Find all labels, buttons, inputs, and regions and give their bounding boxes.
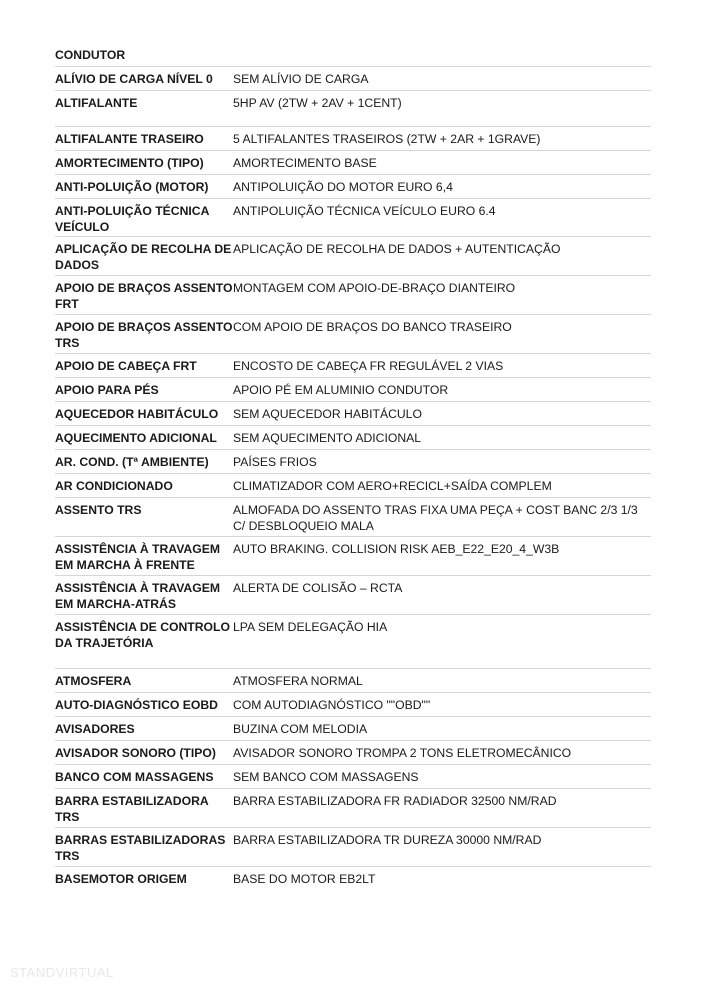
spec-row: [55, 175, 651, 199]
spec-row: [55, 276, 651, 315]
spec-label: AVISADORES: [55, 722, 135, 736]
spec-label: ASSISTÊNCIA DE CONTROLO DA TRAJETÓRIA: [55, 620, 230, 650]
spec-value: MONTAGEM COM APOIO-DE-BRAÇO DIANTEIRO: [233, 281, 516, 295]
spec-value: ATMOSFERA NORMAL: [233, 674, 363, 688]
spec-value: SEM ALÍVIO DE CARGA: [233, 72, 369, 86]
spec-label: APOIO PARA PÉS: [55, 383, 159, 397]
spec-label: AMORTECIMENTO (TIPO): [55, 156, 204, 170]
spec-value: AUTO BRAKING. COLLISION RISK AEB_E22_E20_4_W3B: [233, 542, 560, 556]
spec-label: AUTO-DIAGNÓSTICO EOBD: [55, 698, 218, 712]
spec-label: APOIO DE CABEÇA FRT: [55, 359, 197, 373]
spec-label: BANCO COM MASSAGENS: [55, 770, 214, 784]
spec-value: ALERTA DE COLISÃO – RCTA: [233, 581, 403, 595]
spec-label: BASEMOTOR ORIGEM: [55, 872, 187, 886]
spec-row: [55, 474, 651, 498]
spec-value: ALMOFADA DO ASSENTO TRAS FIXA UMA PEÇA + COST BANC 2/3 1/3 C/ DESBLOQUEIO MALA: [233, 503, 638, 533]
spec-value: LPA SEM DELEGAÇÃO HIA: [233, 620, 388, 634]
spec-value: BASE DO MOTOR EB2LT: [233, 872, 376, 886]
spec-row: [55, 426, 651, 450]
spec-label: ASSISTÊNCIA À TRAVAGEM EM MARCHA-ATRÁS: [55, 581, 220, 611]
spec-label: ANTI-POLUIÇÃO TÉCNICA VEÍCULO: [55, 204, 209, 234]
spec-sheet: [55, 43, 651, 891]
spec-label: AR CONDICIONADO: [55, 479, 173, 493]
spec-rows: [55, 67, 651, 891]
spec-row: [55, 378, 651, 402]
spec-label: ALTIFALANTE: [55, 96, 138, 110]
spec-row: [55, 615, 651, 669]
spec-value: BARRA ESTABILIZADORA FR RADIADOR 32500 NM/RAD: [233, 794, 557, 808]
spec-value: 5 ALTIFALANTES TRASEIROS (2TW + 2AR + 1GRAVE): [233, 132, 541, 146]
spec-label: ALTIFALANTE TRASEIRO: [55, 132, 204, 146]
spec-label: ALÍVIO DE CARGA NÍVEL 0: [55, 72, 213, 86]
spec-label: AQUECEDOR HABITÁCULO: [55, 407, 219, 421]
spec-label: APOIO DE BRAÇOS ASSENTO FRT: [55, 281, 233, 311]
spec-row: [55, 237, 651, 276]
spec-row: [55, 151, 651, 175]
spec-row: [55, 537, 651, 576]
section-title-value: [233, 48, 651, 51]
spec-value: ANTIPOLUIÇÃO DO MOTOR EURO 6,4: [233, 180, 453, 194]
spec-row: [55, 67, 651, 91]
section-title: CONDUTOR: [55, 48, 126, 62]
spec-row: [55, 789, 651, 828]
spec-row: [55, 127, 651, 151]
spec-row: [55, 717, 651, 741]
spec-row: [55, 669, 651, 693]
spec-value: AVISADOR SONORO TROMPA 2 TONS ELETROMECÂNICO: [233, 746, 572, 760]
spec-label: AVISADOR SONORO (TIPO): [55, 746, 216, 760]
spec-value: BUZINA COM MELODIA: [233, 722, 368, 736]
spec-value: APLICAÇÃO DE RECOLHA DE DADOS + AUTENTICAÇÃO: [233, 242, 561, 256]
spec-row: [55, 828, 651, 867]
spec-value: ANTIPOLUIÇÃO TÉCNICA VEÍCULO EURO 6.4: [233, 204, 496, 218]
spec-label: BARRA ESTABILIZADORA TRS: [55, 794, 209, 824]
spec-row: [55, 354, 651, 378]
spec-label: ASSENTO TRS: [55, 503, 142, 517]
section-header-row: [55, 43, 651, 67]
spec-label: AR. COND. (Tª AMBIENTE): [55, 455, 209, 469]
spec-row: [55, 315, 651, 354]
spec-row: [55, 402, 651, 426]
spec-value: SEM BANCO COM MASSAGENS: [233, 770, 419, 784]
spec-row: [55, 867, 651, 891]
spec-value: SEM AQUECIMENTO ADICIONAL: [233, 431, 422, 445]
spec-value: CLIMATIZADOR COM AERO+RECICL+SAÍDA COMPLEM: [233, 479, 552, 493]
spec-label: ATMOSFERA: [55, 674, 132, 688]
spec-row: [55, 450, 651, 474]
spec-row: [55, 576, 651, 615]
spec-row: [55, 693, 651, 717]
spec-label: APLICAÇÃO DE RECOLHA DE DADOS: [55, 242, 232, 272]
spec-value: COM AUTODIAGNÓSTICO ""OBD"": [233, 698, 431, 712]
spec-row: [55, 741, 651, 765]
spec-label: ANTI-POLUIÇÃO (MOTOR): [55, 180, 209, 194]
spec-label: APOIO DE BRAÇOS ASSENTO TRS: [55, 320, 233, 350]
spec-value: BARRA ESTABILIZADORA TR DUREZA 30000 NM/RAD: [233, 833, 542, 847]
spec-row: [55, 498, 651, 537]
spec-value: COM APOIO DE BRAÇOS DO BANCO TRASEIRO: [233, 320, 512, 334]
spec-label: AQUECIMENTO ADICIONAL: [55, 431, 217, 445]
spec-row: [55, 765, 651, 789]
spec-value: PAÍSES FRIOS: [233, 455, 317, 469]
spec-label: ASSISTÊNCIA À TRAVAGEM EM MARCHA À FRENTE: [55, 542, 220, 572]
spec-value: APOIO PÉ EM ALUMINIO CONDUTOR: [233, 383, 449, 397]
spec-value: AMORTECIMENTO BASE: [233, 156, 377, 170]
spec-value: SEM AQUECEDOR HABITÁCULO: [233, 407, 422, 421]
spec-value: ENCOSTO DE CABEÇA FR REGULÁVEL 2 VIAS: [233, 359, 504, 373]
spec-label: BARRAS ESTABILIZADORAS TRS: [55, 833, 226, 863]
spec-row: [55, 91, 651, 127]
spec-row: [55, 199, 651, 237]
watermark-logo: STANDVIRTUAL: [10, 965, 114, 980]
spec-value: 5HP AV (2TW + 2AV + 1CENT): [233, 96, 402, 110]
